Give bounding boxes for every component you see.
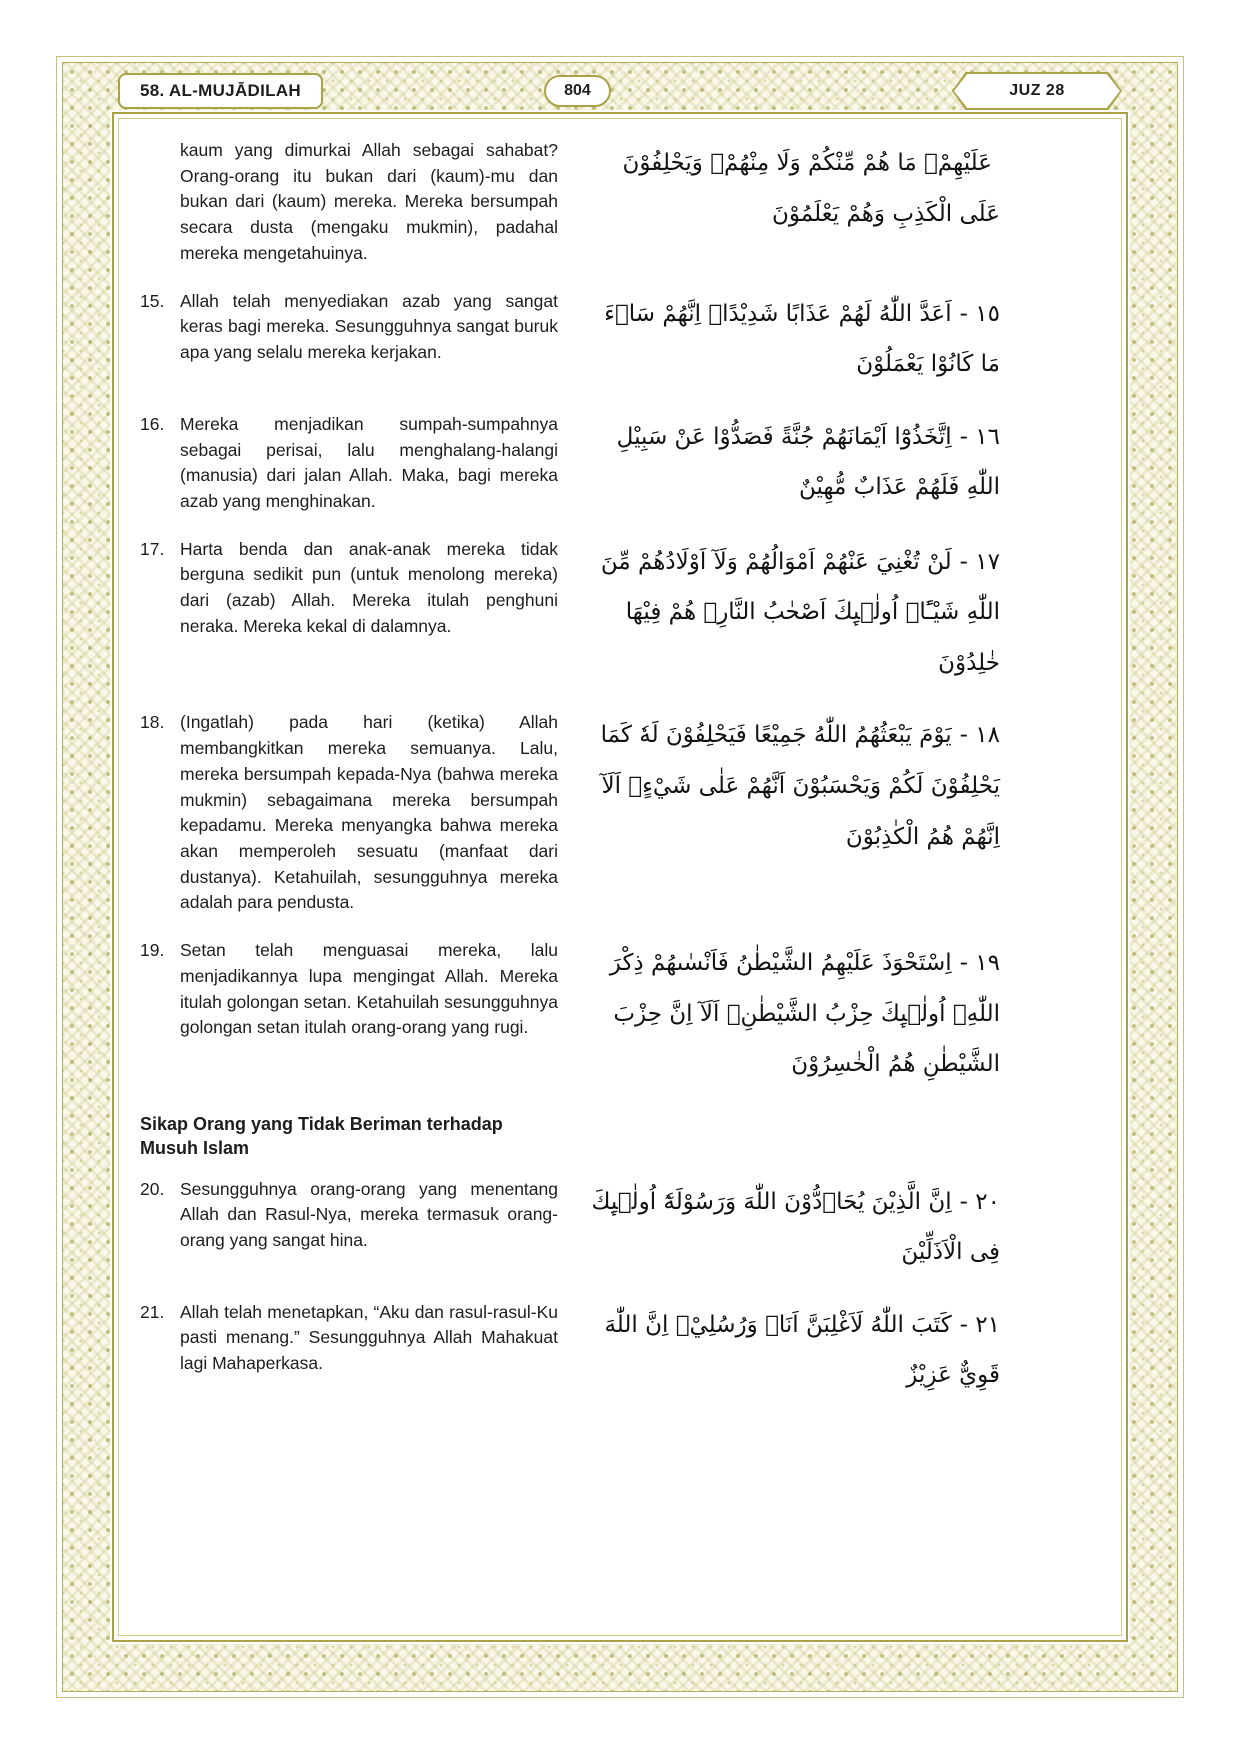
juz-label: JUZ 28 (1009, 82, 1065, 99)
translation-text: Sesungguhnya orang-orang yang menentang Allah dan Rasul-Nya, mereka termasuk orang-orang yang sangat hina. (180, 1178, 558, 1250)
arabic-cell (580, 289, 1000, 390)
translation-text: (Ingatlah) pada hari (ketika) Allah membangkitkan mereka semuanya. Lalu, mereka bersumpah kepada-Nya (bahwa mereka mukmin) sebagaimana mereka bersumpah kepadamu. Mereka menyangka bahwa mereka akan memperoleh sesuatu (manfaat dari dustanya). Ketahuilah, sesungguhnya mereka adalah para pendusta. (180, 712, 558, 913)
verse-row-15 (140, 289, 1000, 390)
surah-title-ribbon: 58. AL-MUJĀDILAH (118, 73, 323, 109)
verse-row-18 (140, 710, 1000, 916)
arabic-verse-number: ١٧ - (959, 548, 1000, 575)
juz-badge (952, 72, 1122, 110)
verse-number: 16. (140, 413, 165, 434)
translation-text: Allah telah menetapkan, “Aku dan rasul-rasul-Ku pasti menang.” Sesungguhnya Allah Mahakuat lagi Mahaperkasa. (180, 1301, 558, 1374)
verse-row-17 (140, 537, 1000, 689)
page-header (118, 70, 1122, 112)
translation-text: Harta benda dan anak-anak mereka tidak berguna sedikit pun (untuk menolong mereka) dari (azab) Allah. Mereka itulah penghuni neraka. Mereka kekal di dalamnya. (180, 538, 558, 636)
verse-number: 20. (140, 1178, 165, 1199)
arabic-cell (580, 537, 1000, 689)
verse-row-14-continuation (140, 138, 1000, 267)
arabic-cell (580, 138, 1000, 239)
translation-cell (140, 938, 558, 1041)
arabic-cell (580, 1300, 1000, 1401)
arabic-text: يَوْمَ يَبْعَثُهُمُ اللّٰهُ جَمِيْعًا فَيَحْلِفُوْنَ لَهٗ كَمَا يَحْلِفُوْنَ لَكُمْ وَيَحْسَبُوْنَ اَنَّهُمْ عَلٰى شَيْءٍۗ اَلَآ اِنَّهُمْ هُمُ الْكٰذِبُوْنَ (600, 722, 1000, 850)
arabic-cell (580, 938, 1000, 1090)
verse-row-19 (140, 938, 1000, 1090)
arabic-text: لَنْ تُغْنِيَ عَنْهُمْ اَمْوَالُهُمْ وَلَآ اَوْلَادُهُمْ مِّنَ اللّٰهِ شَيْـًٔاۗ اُولٰۤىِٕكَ اَصْحٰبُ النَّارِۗ هُمْ فِيْهَا خٰلِدُوْنَ (600, 548, 1000, 676)
translation-text: kaum yang dimurkai Allah sebagai sahabat? Orang-orang itu bukan dari (kaum)-mu dan bukan dari (kaum) mereka. Mereka bersumpah secara dusta (mengaku mukmin), padahal mereka mengetahuinya. (180, 140, 558, 263)
translation-cell (140, 138, 558, 267)
page-content (140, 138, 1000, 1423)
verse-number: 17. (140, 538, 165, 559)
arabic-verse-number: ١٦ - (959, 423, 1000, 450)
translation-text: Setan telah menguasai mereka, lalu menjadikannya lupa mengingat Allah. Mereka itulah golongan setan. Ketahuilah sesungguhnya golongan setan itulah orang-orang yang rugi. (180, 940, 558, 1038)
translation-text: Mereka menjadikan sumpah-sumpahnya sebagai perisai, lalu menghalang-halangi (manusia) dari jalan Allah. Maka, bagi mereka azab yang menghinakan. (180, 413, 558, 511)
verse-number: 15. (140, 290, 165, 311)
translation-text: Allah telah menyediakan azab yang sangat keras bagi mereka. Sesungguhnya sangat buruk apa yang selalu mereka kerjakan. (180, 290, 558, 363)
arabic-cell (580, 1177, 1000, 1278)
verse-row-20 (140, 1177, 1000, 1278)
arabic-verse-number: ١٩ - (959, 950, 1000, 977)
arabic-cell (580, 412, 1000, 513)
arabic-text: اِتَّخَذُوْٓا اَيْمَانَهُمْ جُنَّةً فَصَدُّوْا عَنْ سَبِيْلِ اللّٰهِ فَلَهُمْ عَذَابٌ مُّهِيْنٌ (616, 423, 1000, 501)
verse-number: 19. (140, 940, 165, 961)
arabic-text: اِنَّ الَّذِيْنَ يُحَاۤدُّوْنَ اللّٰهَ وَرَسُوْلَهٗٓ اُولٰۤىِٕكَ فِى الْاَذَلِّيْنَ (591, 1188, 1000, 1266)
verse-row-16 (140, 412, 1000, 515)
verse-number: 21. (140, 1301, 165, 1322)
arabic-verse-number (992, 150, 1000, 176)
arabic-verse-number: ١٥ - (959, 300, 1000, 327)
translation-cell (140, 537, 558, 640)
translation-cell (140, 710, 558, 916)
arabic-cell (580, 710, 1000, 862)
translation-cell (140, 412, 558, 515)
arabic-verse-number: ٢٠ - (959, 1188, 1000, 1215)
translation-cell (140, 1300, 558, 1377)
verse-number: 18. (140, 712, 165, 733)
page-number-badge: 804 (544, 75, 611, 107)
arabic-text: عَلَيْهِمْۗ مَا هُمْ مِّنْكُمْ وَلَا مِنْهُمْۙ وَيَحْلِفُوْنَ عَلَى الْكَذِبِ وَهُمْ يَعْلَمُوْنَ (622, 150, 1000, 227)
arabic-verse-number: ١٨ - (959, 722, 1000, 749)
arabic-text: كَتَبَ اللّٰهُ لَاَغْلِبَنَّ اَنَا۠ وَرُسُلِيْۗ اِنَّ اللّٰهَ قَوِيٌّ عَزِيْزٌ (604, 1311, 1000, 1389)
translation-cell (140, 1177, 558, 1254)
verse-row-21 (140, 1300, 1000, 1401)
arabic-text: اَعَدَّ اللّٰهُ لَهُمْ عَذَابًا شَدِيْدًاۗ اِنَّهُمْ سَاۤءَ مَا كَانُوْا يَعْمَلُوْنَ (604, 300, 1000, 378)
translation-cell (140, 289, 558, 366)
section-heading: Sikap Orang yang Tidak Beriman terhadap Musuh Islam (140, 1113, 503, 1159)
arabic-verse-number: ٢١ - (959, 1311, 1000, 1338)
arabic-text: اِسْتَحْوَذَ عَلَيْهِمُ الشَّيْطٰنُ فَاَنْسٰىهُمْ ذِكْرَ اللّٰهِۗ اُولٰۤىِٕكَ حِزْبُ الشَّيْطٰنِۗ اَلَآ اِنَّ حِزْبَ الشَّيْطٰنِ هُمُ الْخٰسِرُوْنَ (609, 950, 1000, 1078)
